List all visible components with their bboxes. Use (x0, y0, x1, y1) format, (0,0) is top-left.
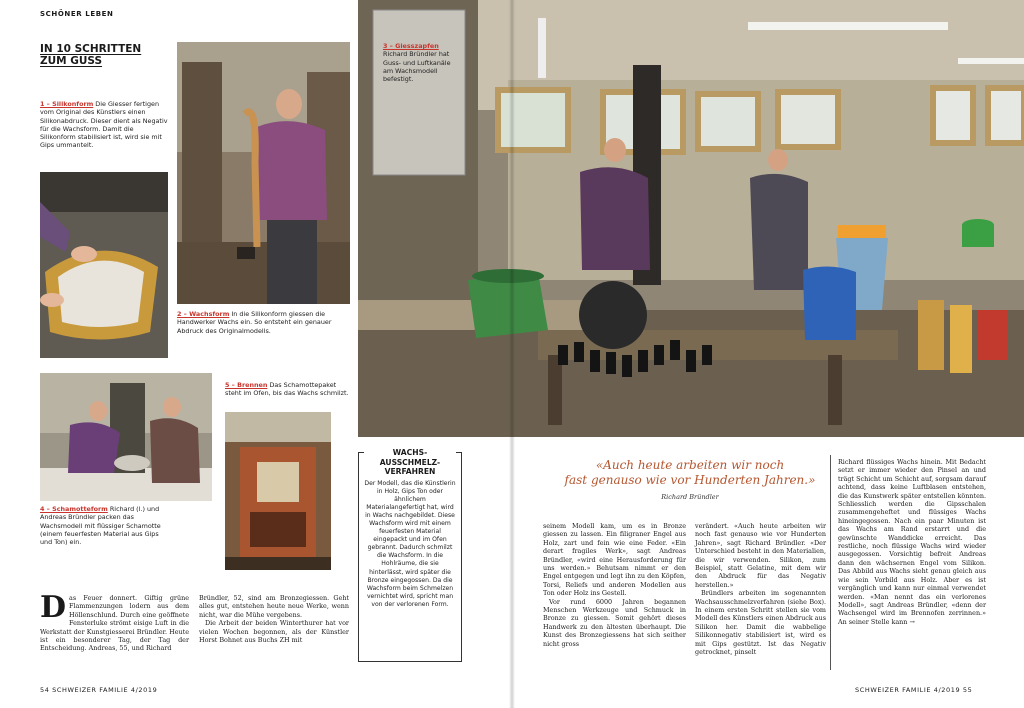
photo-chamotte-packing (40, 373, 212, 501)
body-right-col-3: Richard flüssiges Wachs hinein. Mit Bedacht setzt er immer wieder den Pinsel an und trägt Schicht um Schicht auf, sorgsam darauf achtend, dass keine Luftblasen entstehen, die das Kunstwerk später entstellen könnten. Schliesslich werden die Gipsschalen zusammengeheftet und flüssiges Wachs hineingegossen. Nach ein paar Minuten ist das Wachs am Rand erstarrt und die gewünschte Wanddicke erreicht. Das restliche, noch flüssige Wachs wird wieder ausgegossen. Vorsichtig befreit Andreas dann den wächsernen Engel vom Silikon. Das Abbild aus Wachs sieht genau gleich aus wie sein Vorbild aus Holz. Aber es ist vergänglich und kann nur einmal verwendet werden. «Man nennt das ein verlorenes Modell», sagt Andreas Bründler, «denn der Wachsengel wird im Brennofen zerrinnen.» An seiner Stelle kann → (838, 458, 986, 626)
steps-heading: IN 10 SCHRITTEN ZUM GUSS (40, 43, 142, 67)
body-left-col-2: Bründler, 52, sind am Bronzegiessen. Geht alles gut, entstehen heute neue Werke, wenn nicht, war die Mühe vergebens. Die Arbeit der beiden Winterthurer hat vor vielen Wochen begonnen, als der Künstler Horst Bohnet aus Buchs ZH mit (199, 594, 349, 645)
caption-step-5: 5 – Brennen Das Schamottepaket steht im Ofen, bis das Wachs schmilzt. (225, 381, 349, 398)
caption-step-2: 2 – Wachsform In die Silikonform giessen die Handwerker Wachs ein. So entsteht ein genauer Abdruck des Originalmodells. (177, 310, 332, 335)
photo-kiln (225, 412, 331, 570)
folio-right: SCHWEIZER FAMILIE 4/2019 55 (855, 686, 973, 694)
info-box-title: WACHS- AUSSCHMELZ- VERFAHREN (364, 448, 456, 477)
section-rubric: SCHÖNER LEBEN (40, 10, 114, 18)
photo-silicone-mould (40, 172, 168, 358)
info-box-wax-process (358, 448, 462, 662)
caption-step-3: 3 – Giesszapfen Richard Bründler hat Guss- und Luftkanäle am Wachsmodell befestigt. (383, 42, 451, 84)
caption-step-1: 1 – Silikonform Die Giesser fertigen vom Original des Künstlers einen Silikonabdruck. Dieser dient als Negativ für die Wachsform. Damit die Silikonform stabilisiert ist, wird sie mit Gips ummantelt. (40, 100, 168, 150)
continue-arrow-icon: → (909, 617, 915, 626)
body-right-col-2: verändert. «Auch heute arbeiten wir noch fast genauso wie vor Hunderten Jahren», sagt Richard Bründler. «Der Unterschied besteht in den Materialien, die wir verwenden. Silikon, zum Beispiel, statt Gelatine, mit dem wir den Abdruck für das Negativ herstellen.» Bründlers arbeiten im sogenannten Wachsausschmelzverfahren (siehe Box). In einem ersten Schritt stellen sie vom Modell des Künstlers einen Abdruck aus Silikon her. Damit die wabbelige Silikonnegativ stabilisiert ist, wird es mit Gips gestützt. Ist das Negativ getrocknet, pinselt (695, 522, 826, 657)
column-rule (830, 455, 831, 670)
info-box-text: Der Modell, das die Künstlerin in Holz, Gips Ton oder ähnlichem Materialangefertigt hat, wird in Wachs nachgebildet. Diese Wachsform wird mit einem feuerfesten Material eingepackt und im Ofen gebrannt. Dadurch schmilzt die Wachsform. In die Hohlräume, die sie hinterlässt, wird später die Bronze eingegossen. Da die Wachsform beim Schmelzen vernichtet wird, spricht man von der verlorenen Form. (364, 479, 456, 608)
caption-step-4: 4 – Schamotteform Richard (l.) und Andreas Bründler packen das Wachsmodell mit flüssiger Schamotte (einem feuerfesten Material aus Gips und Ton) ein. (40, 505, 161, 547)
body-left-col-1: Das Feuer donnert. Giftig grüne Flammenzungen lodern aus dem Höllenschlund. Durch eine geöffnete Fensterluke strömt eisige Luft in die Werkstatt der Kunstgiesserei Bründler. Heute ist ein besonderer Tag, der Tag der Entscheidung. Andreas, 55, und Richard (40, 590, 189, 653)
folio-left: 54 SCHWEIZER FAMILIE 4/2019 (40, 686, 158, 694)
pull-quote-attribution: Richard Bründler (661, 493, 719, 501)
pull-quote: «Auch heute arbeiten wir noch fast genauso wie vor Hunderten Jahren.» (564, 458, 816, 487)
drop-cap: D (40, 590, 67, 625)
spine-shadow (509, 0, 515, 708)
body-right-col-1: seinem Modell kam, um es in Bronze giessen zu lassen. Ein filigraner Engel aus Holz, zart und fein wie eine Feder. «Ein derart fragiles Werk», sagt Andreas Bründler, «wird eine Herausforderung für uns werden.» Behutsam nimmt er den Engel entgegen und legt ihn zu den Köpfen, Torsi, Reliefs und anderen Modellen aus Ton oder Holz ins Gestell. Vor rund 6000 Jahren begannen Menschen Werkzeuge und Schmuck in Bronze zu giessen. Somit gehört dieses Handwerk zu den ältesten überhaupt. Die Kunst des Bronzegiessens hat sich seither nicht gross (543, 522, 686, 648)
photo-craftsman-wax-figure (177, 42, 350, 304)
